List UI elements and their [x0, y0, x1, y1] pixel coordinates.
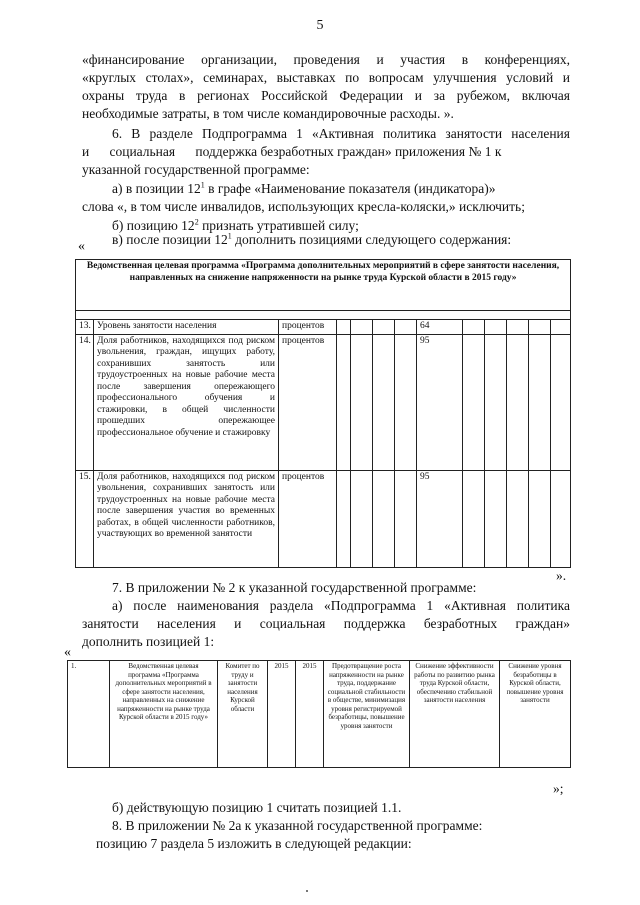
scan-speck: [306, 890, 308, 892]
closing-quote: »;: [553, 781, 564, 796]
table-row: 14. Доля работников, находящихся под риском увольнения, граждан, ищущих работу, сохранивших занятость или трудоустроенных на новые рабочие места после завершения опережающего профессионального обучения и стажировки, в общей численности прошедших опережающее профессиональное обучение и стажировку процентов 95: [76, 334, 571, 470]
paragraph-line: указанной государственной программе:: [82, 162, 310, 177]
opening-quote: «: [64, 645, 71, 660]
paragraph-line: и социальная поддержка безработных граждан» приложения № 1 к: [82, 144, 502, 159]
opening-quote: «: [78, 239, 85, 254]
paragraph-line: занятости населения и социальная поддержка безработных граждан»: [82, 616, 570, 631]
paragraph-line: б) действующую позицию 1 считать позицией 1.1.: [112, 800, 402, 815]
paragraph-line: 8. В приложении № 2а к указанной государственной программе:: [112, 818, 483, 833]
table-header: Ведомственная целевая программа «Программа дополнительных мероприятий в сфере занятости населения, направленных на снижение напряженности на рынке труда Курской области в 2015 году»: [76, 260, 571, 311]
paragraph-line: а) после наименования раздела «Подпрограмма 1 «Активная политика: [112, 598, 570, 613]
table-row: 15. Доля работников, находящихся под риском увольнения, сохранивших занятость или трудоустроенных на новые рабочие места после завершения участия во временных работах, в общей численности работников, участвующих во временной занятости процентов 95: [76, 470, 571, 567]
paragraph-line: необходимые затраты, в том числе командировочные расходы. ».: [82, 106, 454, 121]
paragraph-line: 6. В разделе Подпрограмма 1 «Активная политика занятости населения: [112, 126, 570, 141]
paragraph-line: 7. В приложении № 2 к указанной государственной программе:: [112, 580, 477, 595]
table-row: 1. Ведомственная целевая программа «Программа дополнительных мероприятий в сфере занятости населения, направленных на снижение напряженности на рынке труда Курской области в 2015 году» Комитет по труду и занятости населения Курской области 2015 2015 Предотвращение роста напряженности на рынке труда, поддержание социальной стабильности в обществе, минимизация уровня регистрируемой безработицы, повышение уровня занятости Снижение эффективности работы по развитию рынка труда Курской области, обеспечению стабильной занятости населения Снижение уровня безработицы в Курской области, повышение уровня занятости: [68, 661, 571, 768]
page-number: 5: [316, 18, 324, 33]
paragraph-line: дополнить позицией 1:: [82, 634, 215, 649]
paragraph-line: б) позицию $12^2$ признать утратившей силу;: [112, 217, 359, 233]
paragraph-line: позицию 7 раздела 5 изложить в следующей редакции:: [96, 836, 412, 851]
closing-quote: ».: [556, 568, 567, 583]
paragraph-line: «финансирование организации, проведения и участия в конференциях,: [82, 52, 570, 67]
paragraph-line: в) после позиции $12^1$ дополнить позициями следующего содержания:: [112, 231, 512, 247]
measures-table: [67, 660, 571, 768]
paragraph-line: «круглых столах», семинарах, выставках по вопросам улучшения условий и: [82, 70, 570, 85]
paragraph-line: охраны труда в регионах Российской Федерации и за рубежом, включая: [82, 88, 570, 103]
paragraph-line: слова «, в том числе инвалидов, использующих кресла-коляски,» исключить;: [82, 199, 525, 214]
paragraph-line: а) в позиции $12^1$ в графе «Наименование показателя (индикатора)»: [112, 180, 496, 196]
table-row: 13. Уровень занятости населения процентов 64: [76, 320, 571, 335]
indicators-table: [75, 259, 571, 568]
